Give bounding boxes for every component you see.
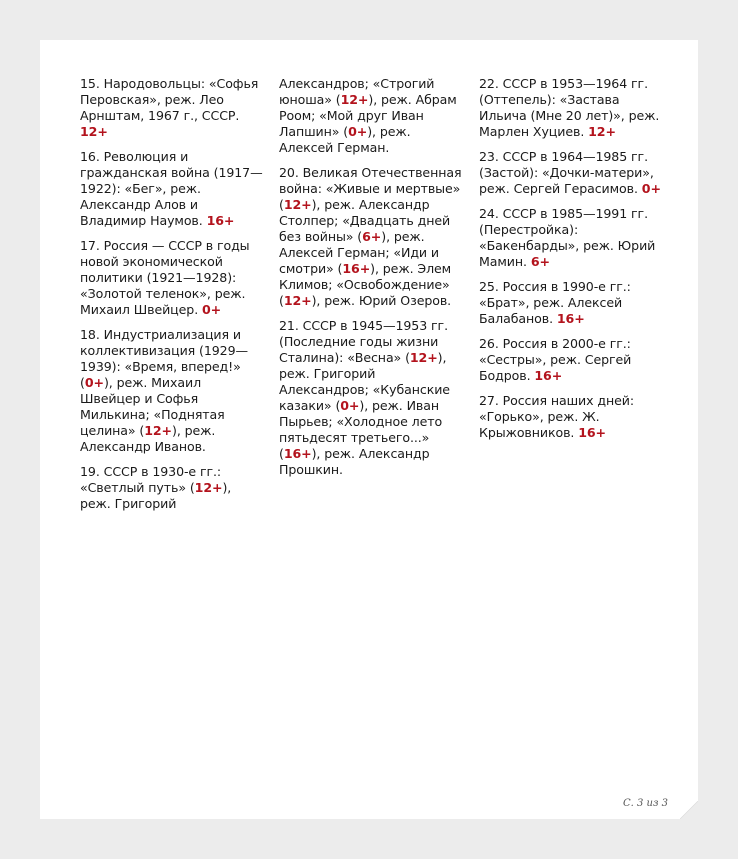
entry-text: ), реж. Алексей Герман; «Иди и смотри» ( bbox=[279, 229, 440, 276]
age-rating-badge: 16+ bbox=[342, 261, 371, 276]
entry-text: 16. Революция и гражданская война (1917—1922): «Бег», реж. Александр Алов и Владимир Наумов. bbox=[80, 149, 263, 228]
entry-text: 15. Народовольцы: «Софья Перовская», реж. Лео Арнштам, 1967 г., СССР. bbox=[80, 76, 259, 123]
film-entry bbox=[80, 464, 265, 512]
film-entry bbox=[279, 165, 464, 309]
age-rating-badge: 12+ bbox=[409, 350, 438, 365]
entry-text: ), реж. Юрий Озеров. bbox=[311, 293, 452, 308]
entry-text: ), реж. Абрам Роом; «Мой друг Иван Лапшин» ( bbox=[279, 92, 457, 139]
film-entry bbox=[279, 318, 464, 478]
age-rating-badge: 12+ bbox=[340, 92, 369, 107]
column-1 bbox=[80, 76, 265, 521]
film-entry bbox=[80, 238, 265, 318]
age-rating-badge: 12+ bbox=[283, 293, 312, 308]
film-entry bbox=[479, 149, 664, 197]
entry-text: 20. Великая Отечественная война: «Живые и мертвые» ( bbox=[279, 165, 462, 212]
entry-text: ), реж. Григорий bbox=[80, 480, 232, 511]
age-rating-badge: 16+ bbox=[283, 446, 312, 461]
page-corner-fold bbox=[680, 801, 698, 819]
entry-text: 17. Россия — СССР в годы новой экономической политики (1921—1928): «Золотой теленок», реж. Михаил Швейцер. bbox=[80, 238, 250, 317]
film-entry bbox=[479, 393, 664, 441]
age-rating-badge: 12+ bbox=[80, 124, 108, 139]
age-rating-badge: 0+ bbox=[340, 398, 360, 413]
entry-text: 27. Россия наших дней: «Горько», реж. Ж. Крыжовников. bbox=[479, 393, 634, 440]
column-3 bbox=[479, 76, 664, 450]
entry-text: 22. СССР в 1953—1964 гг. (Оттепель): «Застава Ильича (Мне 20 лет)», реж. Марлен Хуциев. bbox=[479, 76, 660, 139]
age-rating-badge: 0+ bbox=[202, 302, 222, 317]
age-rating-badge: 12+ bbox=[588, 124, 616, 139]
age-rating-badge: 16+ bbox=[578, 425, 606, 440]
document-page bbox=[40, 40, 698, 819]
age-rating-badge: 12+ bbox=[194, 480, 223, 495]
film-entry bbox=[479, 206, 664, 270]
entry-text: 18. Индустриализация и коллективизация (1929—1939): «Время, вперед!» ( bbox=[80, 327, 249, 390]
film-entry bbox=[80, 76, 265, 140]
age-rating-badge: 6+ bbox=[530, 254, 550, 269]
age-rating-badge: 12+ bbox=[283, 197, 312, 212]
film-entry bbox=[279, 76, 464, 156]
entry-text: ), реж. Иван Пырьев; «Холодное лето пятьдесят третьего...» ( bbox=[279, 398, 443, 461]
entry-text: ), реж. Александр Иванов. bbox=[80, 423, 216, 454]
entry-text: ), реж. Александр Столпер; «Двадцать дней без войны» ( bbox=[279, 197, 451, 244]
entry-text: 24. СССР в 1985—1991 гг. (Перестройка): «Бакенбарды», реж. Юрий Мамин. bbox=[479, 206, 656, 269]
entry-text: ), реж. Григорий Александров; «Кубанские казаки» ( bbox=[279, 350, 450, 413]
entry-text: 23. СССР в 1964—1985 гг. (Застой): «Дочки-матери», реж. Сергей Герасимов. bbox=[479, 149, 654, 196]
entry-text: 19. СССР в 1930-е гг.: «Светлый путь» ( bbox=[80, 464, 222, 495]
age-rating-badge: 0+ bbox=[641, 181, 661, 196]
entry-text: ), реж. Элем Климов; «Освобождение» ( bbox=[279, 261, 452, 308]
entry-text: 21. СССР в 1945—1953 гг. (Последние годы жизни Сталина): «Весна» ( bbox=[279, 318, 448, 365]
column-2 bbox=[279, 76, 464, 487]
age-rating-badge: 0+ bbox=[84, 375, 104, 390]
film-entry bbox=[80, 149, 265, 229]
film-entry bbox=[80, 327, 265, 455]
age-rating-badge: 0+ bbox=[348, 124, 368, 139]
page-number: С. 3 из 3 bbox=[623, 798, 668, 809]
age-rating-badge: 16+ bbox=[556, 311, 585, 326]
entry-text: Александров; «Строгий юноша» ( bbox=[279, 76, 435, 107]
age-rating-badge: 12+ bbox=[144, 423, 173, 438]
film-entry bbox=[479, 76, 664, 140]
age-rating-badge: 16+ bbox=[206, 213, 235, 228]
film-entry bbox=[479, 336, 664, 384]
entry-text: ), реж. Александр Прошкин. bbox=[279, 446, 430, 477]
age-rating-badge: 16+ bbox=[534, 368, 563, 383]
entry-text: 26. Россия в 2000-е гг.: «Сестры», реж. Сергей Бодров. bbox=[479, 336, 632, 383]
film-entry bbox=[479, 279, 664, 327]
age-rating-badge: 6+ bbox=[362, 229, 382, 244]
entry-text: 25. Россия в 1990-е гг.: «Брат», реж. Алексей Балабанов. bbox=[479, 279, 631, 326]
entry-text: ), реж. Михаил Швейцер и Софья Милькина; «Поднятая целина» ( bbox=[80, 375, 225, 438]
entry-text: ), реж. Алексей Герман. bbox=[279, 124, 411, 155]
